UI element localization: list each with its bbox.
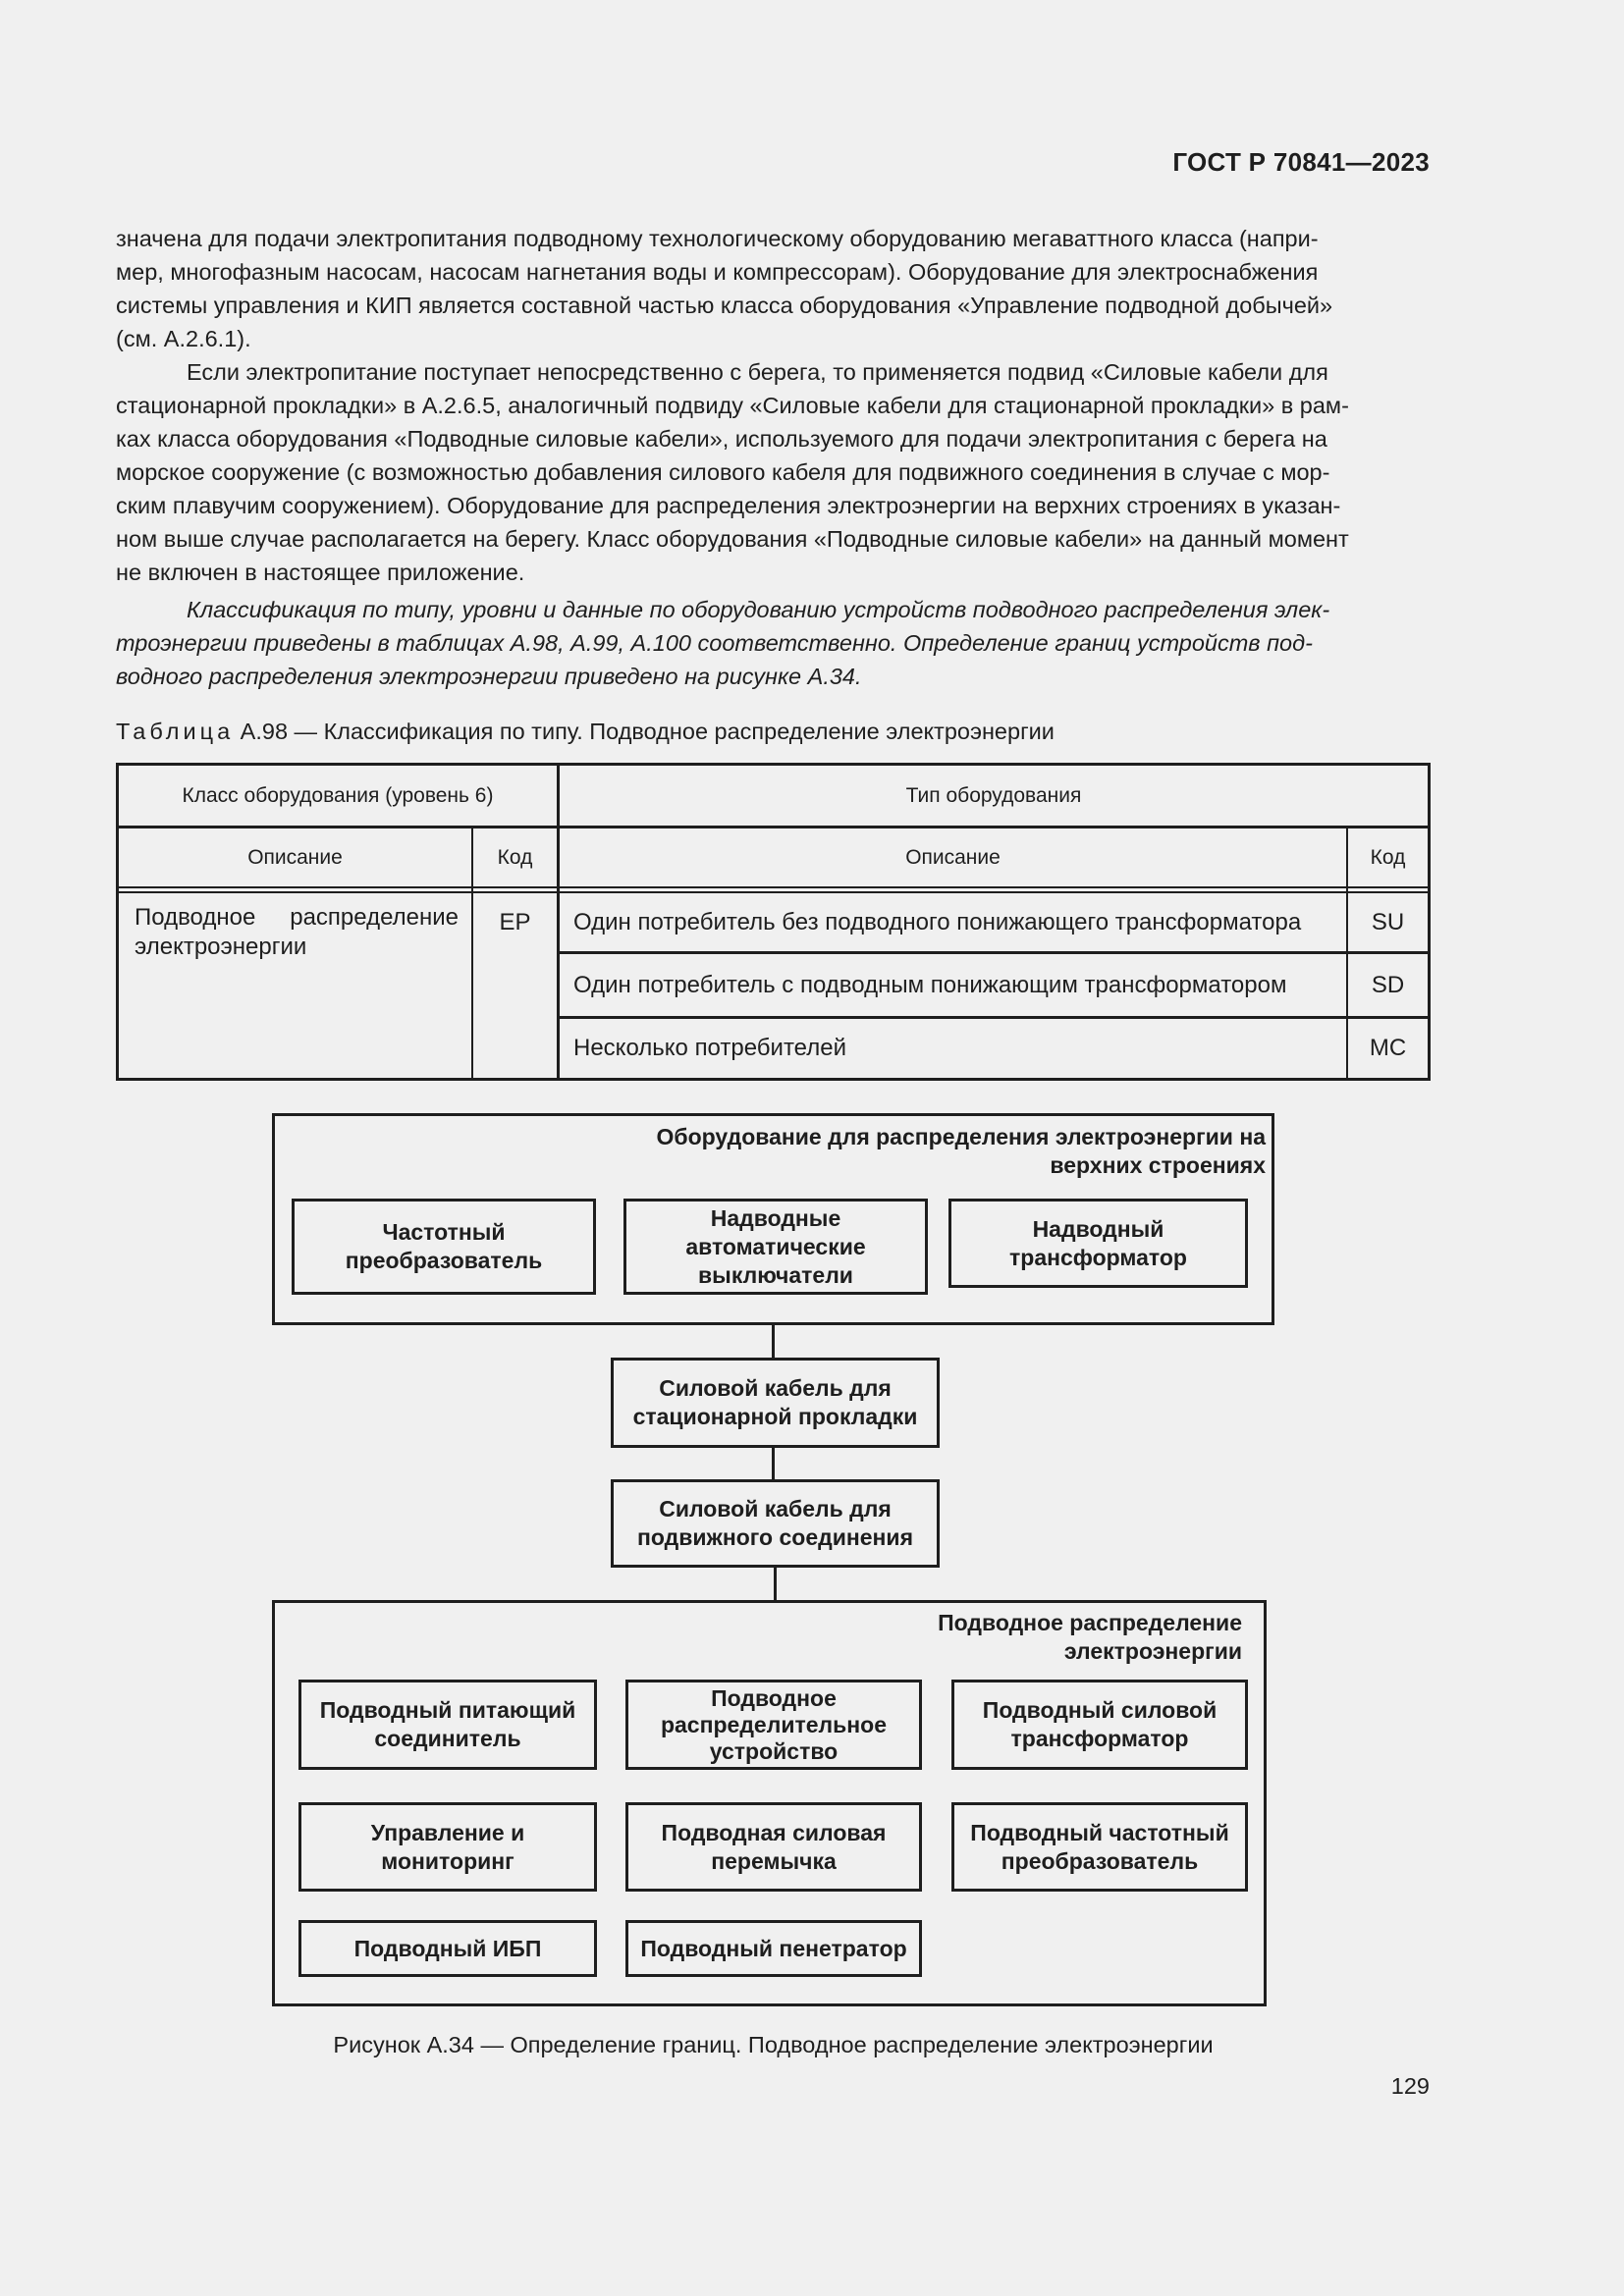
connector-line <box>772 1325 775 1358</box>
connector-line <box>774 1568 777 1600</box>
paragraph-line: ках класса оборудования «Подводные силовые кабели», используемого для подачи электропитания с берега на <box>116 426 1327 452</box>
figure-caption: Рисунок А.34 — Определение границ. Подводное распределение электроэнергии <box>333 2032 1214 2057</box>
paragraph-line: ном выше случае располагается на берегу. Класс оборудования «Подводные силовые кабели» на данный момент <box>116 526 1349 552</box>
page-number: 129 <box>1390 2073 1430 2099</box>
connector-line <box>772 1448 775 1479</box>
diagram-box-subsea-penetrator: Подводный пенетратор <box>625 1920 922 1977</box>
paragraph-line: морское сооружение (с возможностью добавления силового кабеля для подвижного соединения в случае с мор- <box>116 459 1330 485</box>
diagram-box-subsea-power-jumper: Подводная силовая перемычка <box>625 1802 922 1892</box>
header-type: Тип оборудования <box>905 783 1082 807</box>
group-label-line: Оборудование для распределения электроэнергии на <box>656 1124 1266 1149</box>
type-row-2-description: Один потребитель с подводным понижающим трансформатором <box>573 971 1287 998</box>
paragraph-line: не включен в настоящее приложение. <box>116 560 525 585</box>
header-class: Класс оборудования (уровень 6) <box>182 783 494 807</box>
table-title-text: А.98 — Классификация по типу. Подводное распределение электроэнергии <box>234 719 1055 744</box>
paragraph-line: значена для подачи электропитания подводному технологическому оборудованию мегаваттного класса (напри- <box>116 226 1319 251</box>
paragraph-3 <box>116 593 1430 693</box>
subheader-class-code: Код <box>497 845 533 869</box>
group-label-line: Подводное распределение <box>938 1610 1242 1635</box>
table-title-prefix: Таблица <box>116 719 235 744</box>
type-row-3-description: Несколько потребителей <box>573 1035 846 1061</box>
diagram-box-subsea-feed-connector: Подводный питающий соединитель <box>298 1680 597 1770</box>
group-label-line: верхних строениях <box>1050 1152 1266 1178</box>
type-row-3-code: MC <box>1369 1035 1407 1061</box>
type-row-1-code: SU <box>1371 908 1405 935</box>
subheader-type-code: Код <box>1370 845 1406 869</box>
subsea-group-label <box>653 1609 1242 1666</box>
diagram-box-control-monitoring: Управление и мониторинг <box>298 1802 597 1892</box>
paragraph-line: стационарной прокладки» в А.2.6.5, аналогичный подвиду «Силовые кабели для стационарной прокладки» в рам- <box>116 393 1349 418</box>
diagram-box-subsea-frequency-converter: Подводный частотный преобразователь <box>951 1802 1248 1892</box>
group-label-line: электроэнергии <box>1063 1638 1242 1664</box>
diagram-box-topside-breakers: Надводные автоматические выключатели <box>623 1199 928 1295</box>
diagram-box-subsea-distribution-unit: Подводное распределительное устройство <box>625 1680 922 1770</box>
type-row-1-description: Один потребитель без подводного понижающего трансформатора <box>573 908 1302 935</box>
class-code: EP <box>499 908 531 935</box>
paragraph-line: водного распределения электроэнергии приведено на рисунке А.34. <box>116 664 862 689</box>
paragraph-line: системы управления и КИП является составной частью класса оборудования «Управление подводной добычей» <box>116 293 1333 318</box>
paragraph-2 <box>116 355 1430 589</box>
diagram-box-frequency-converter: Частотный преобразователь <box>292 1199 596 1295</box>
class-description-text: Подводное распределение электроэнергии <box>135 904 459 960</box>
paragraph-1 <box>116 222 1430 355</box>
diagram-box-dynamic-cable: Силовой кабель для подвижного соединения <box>611 1479 940 1568</box>
paragraph-line: ским плавучим сооружением). Оборудование для распределения электроэнергии на верхних строениях в указан- <box>116 493 1341 518</box>
subheader-type-description: Описание <box>905 845 1001 869</box>
topside-group-label <box>480 1123 1266 1180</box>
diagram-box-subsea-power-transformer: Подводный силовой трансформатор <box>951 1680 1248 1770</box>
paragraph-line: мер, многофазным насосам, насосам нагнетания воды и компрессорам). Оборудование для электроснабжения <box>116 259 1319 285</box>
type-row-2-code: SD <box>1371 971 1405 998</box>
table-divider <box>119 886 1428 888</box>
table-title <box>116 717 1055 746</box>
class-description <box>135 903 459 962</box>
subheader-class-description: Описание <box>247 845 343 869</box>
diagram-box-topside-transformer: Надводный трансформатор <box>948 1199 1248 1288</box>
diagram-box-subsea-ups: Подводный ИБП <box>298 1920 597 1977</box>
diagram-box-static-cable: Силовой кабель для стационарной прокладки <box>611 1358 940 1448</box>
paragraph-line: (см. А.2.6.1). <box>116 326 251 351</box>
paragraph-line: троэнергии приведены в таблицах А.98, А.99, А.100 соответственно. Определение границ устройств под- <box>116 630 1313 656</box>
classification-table <box>116 763 1431 1081</box>
paragraph-line: Если электропитание поступает непосредственно с берега, то применяется подвид «Силовые кабели для <box>187 359 1328 385</box>
paragraph-line: Классификация по типу, уровни и данные по оборудованию устройств подводного распределения элек- <box>187 597 1330 622</box>
document-id-header: ГОСТ Р 70841—2023 <box>1172 147 1430 177</box>
